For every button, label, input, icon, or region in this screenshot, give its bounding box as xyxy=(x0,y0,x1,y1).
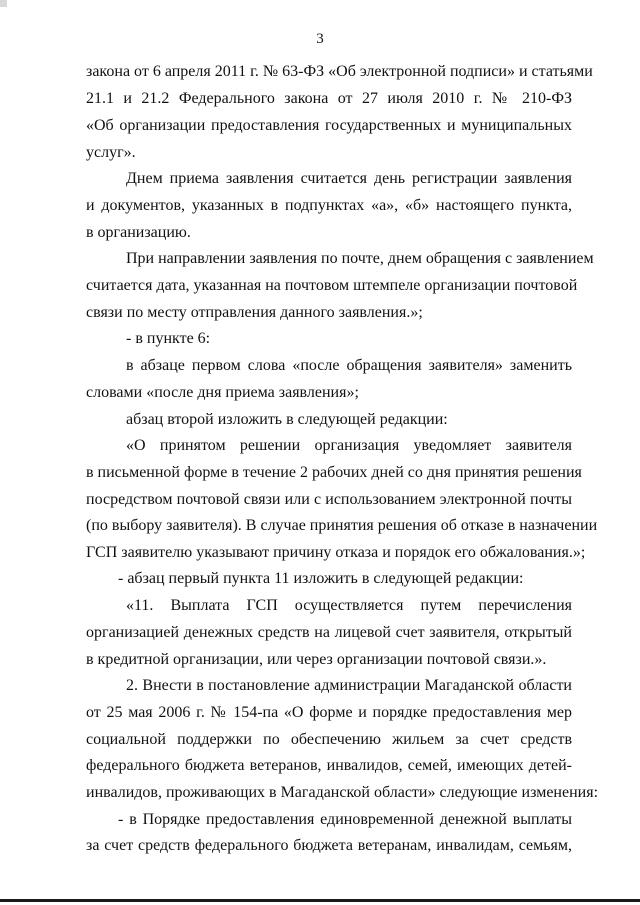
text-line: связи по месту отправления данного заявления.»; xyxy=(86,304,423,321)
text-line: закона от 6 апреля 2011 г. № 63-ФЗ «Об электронной подписи» и статьями xyxy=(86,63,593,80)
text-line: за счет средств федерального бюджета ветеранам, инвалидам, семьям, xyxy=(86,837,572,854)
text-line: услуг». xyxy=(86,144,136,161)
text-line: словами «после дня приема заявления»; xyxy=(86,384,359,401)
text-line: ГСП заявителю указывают причину отказа и порядок его обжалования.»; xyxy=(86,544,586,561)
text-line: инвалидов, проживающих в Магаданской области» следующие изменения: xyxy=(86,784,599,801)
text-line: - в пункте 6: xyxy=(126,330,211,347)
text-line: в абзаце первом слова «после обращения заявителя» заменить xyxy=(126,357,572,374)
page-number: 3 xyxy=(316,31,324,47)
text-line: считается дата, указанная на почтовом штемпеле организации почтовой xyxy=(86,277,578,294)
text-line: организацией денежных средств на лицевой счет заявителя, открытый xyxy=(86,624,572,641)
text-line: абзац второй изложить в следующей редакции: xyxy=(126,411,448,428)
text-line: федерального бюджета ветеранов, инвалидов, семей, имеющих детей- xyxy=(86,757,572,774)
text-line: посредством почтовой связи или с использованием электронной почты xyxy=(86,491,572,508)
text-line: 2. Внести в постановление администрации Магаданской области xyxy=(126,677,572,694)
text-line: в кредитной организации, или через организации почтовой связи.». xyxy=(86,651,547,668)
text-line: (по выбору заявителя). В случае принятия решения об отказе в назначении xyxy=(86,517,598,534)
text-line: - абзац первый пункта 11 изложить в следующей редакции: xyxy=(118,570,524,587)
scan-bottom-edge xyxy=(0,899,640,902)
text-line: 21.1 и 21.2 Федерального закона от 27 июля 2010 г. № 210-ФЗ xyxy=(86,90,572,107)
text-line: и документов, указанных в подпунктах «а», «б» настоящего пункта, xyxy=(86,197,572,214)
text-line: «11. Выплата ГСП осуществляется путем перечисления xyxy=(126,597,572,614)
text-line: социальной поддержки по обеспечению жильем за счет средств xyxy=(86,731,572,748)
text-line: в организацию. xyxy=(86,224,191,241)
text-line: от 25 мая 2006 г. № 154-па «О форме и порядке предоставления мер xyxy=(86,704,572,721)
text-line: При направлении заявления по почте, днем обращения с заявлением xyxy=(126,250,594,267)
text-line: Днем приема заявления считается день регистрации заявления xyxy=(126,170,572,187)
text-line: «О принятом решении организация уведомляет заявителя xyxy=(126,437,572,454)
text-line: - в Порядке предоставления единовременной денежной выплаты xyxy=(118,811,572,828)
text-line: в письменной форме в течение 2 рабочих дней со дня принятия решения xyxy=(86,464,582,481)
text-line: «Об организации предоставления государственных и муниципальных xyxy=(86,117,572,134)
scan-corner-mark xyxy=(0,0,7,7)
